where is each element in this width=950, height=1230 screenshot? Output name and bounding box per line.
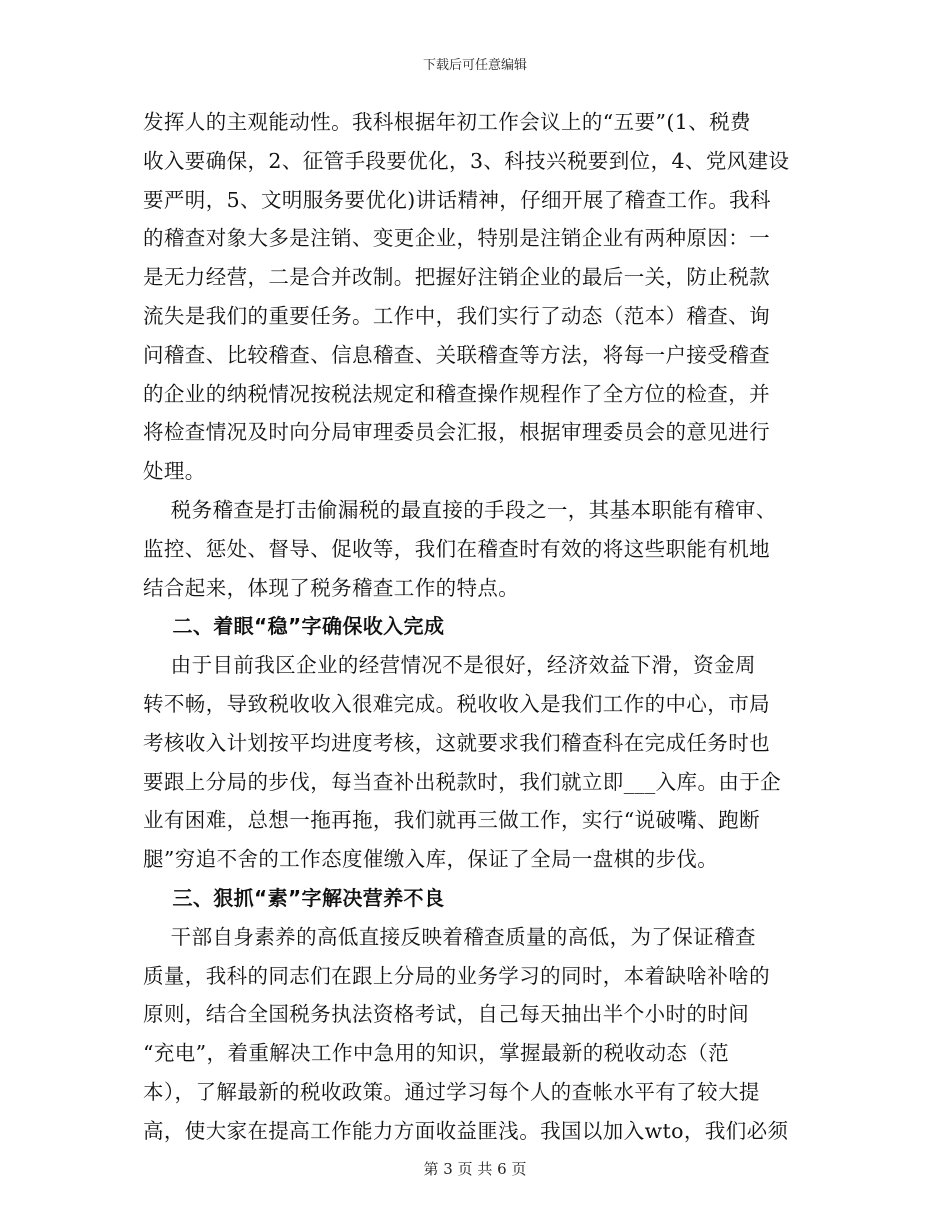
section-heading: 二、着眼“稳”字确保收入完成 xyxy=(143,614,445,639)
text-line: 本），了解最新的税收政策。通过学习每个人的查帐水平有了较大提 xyxy=(143,1079,760,1104)
text-line: 将检查情况及时向分局审理委员会汇报，根据审理委员会的意见进行 xyxy=(143,420,770,445)
document-body xyxy=(143,103,823,1151)
text-line: 由于目前我区企业的经营情况不是很好，经济效益下滑，资金周 xyxy=(143,653,756,678)
text-line: 要跟上分局的步伐，每当查补出税款时，我们就立即___入库。由于企 xyxy=(143,769,782,794)
text-line: 考核收入计划按平均进度考核，这就要求我们稽查科在完成任务时也 xyxy=(143,730,770,755)
text-line: 流失是我们的重要任务。工作中，我们实行了动态（范本）稽查、询 xyxy=(143,303,770,328)
text-line: 业有困难，总想一拖再拖，我们就再三做工作，实行“说破嘴、跑断 xyxy=(143,808,760,833)
text-line: 发挥人的主观能动性。我科根据年初工作会议上的“五要”(1、税费 xyxy=(143,110,751,134)
text-line: 转不畅，导致税收收入很难完成。税收收入是我们工作的中心，市局 xyxy=(143,691,770,716)
text-line: 腿”穷追不舍的工作态度催缴入库，保证了全局一盘棋的步伐。 xyxy=(143,847,719,872)
text-line: 干部自身素养的高低直接反映着稽查质量的高低，为了保证稽查 xyxy=(143,924,756,949)
text-line: “充电”，着重解决工作中急用的知识，掌握最新的税收动态（范 xyxy=(143,1041,730,1066)
text-line: 税务稽查是打击偷漏税的最直接的手段之一，其基本职能有稽审、 xyxy=(143,497,777,522)
text-line: 原则，结合全国税务执法资格考试，自己每天抽出半个小时的时间 xyxy=(143,1002,750,1027)
text-line: 高，使大家在提高工作能力方面收益匪浅。我国以加入wto，我们必须 xyxy=(143,1118,789,1143)
text-line: 结合起来，体现了税务稽查工作的特点。 xyxy=(143,575,520,600)
text-line: 处理。 xyxy=(143,459,206,484)
text-line: 要严明，5、文明服务要优化)讲话精神，仔细开展了稽查工作。我科 xyxy=(143,187,771,212)
page-header: 下载后可任意编辑 xyxy=(422,58,527,73)
text-line: 质量，我科的同志们在跟上分局的业务学习的同时，本着缺啥补啥的 xyxy=(143,963,770,988)
text-line: 是无力经营，二是合并改制。把握好注销企业的最后一关，防止税款 xyxy=(143,265,770,290)
text-line: 监控、惩处、督导、促收等，我们在稽查时有效的将这些职能有机地 xyxy=(143,536,770,561)
text-line: 收入要确保，2、征管手段要优化，3、科技兴税要到位，4、党风建设 xyxy=(143,148,790,173)
section-heading: 三、狠抓“素”字解决营养不良 xyxy=(143,885,445,910)
text-line: 的稽查对象大多是注销、变更企业，特别是注销企业有两种原因：一 xyxy=(143,226,770,251)
page-footer: 第 3 页 共 6 页 xyxy=(423,1160,527,1178)
text-line: 问稽查、比较稽查、信息稽查、关联稽查等方法，将每一户接受稽查 xyxy=(143,342,770,367)
text-line: 的企业的纳税情况按税法规定和稽查操作规程作了全方位的检查，并 xyxy=(143,381,770,406)
